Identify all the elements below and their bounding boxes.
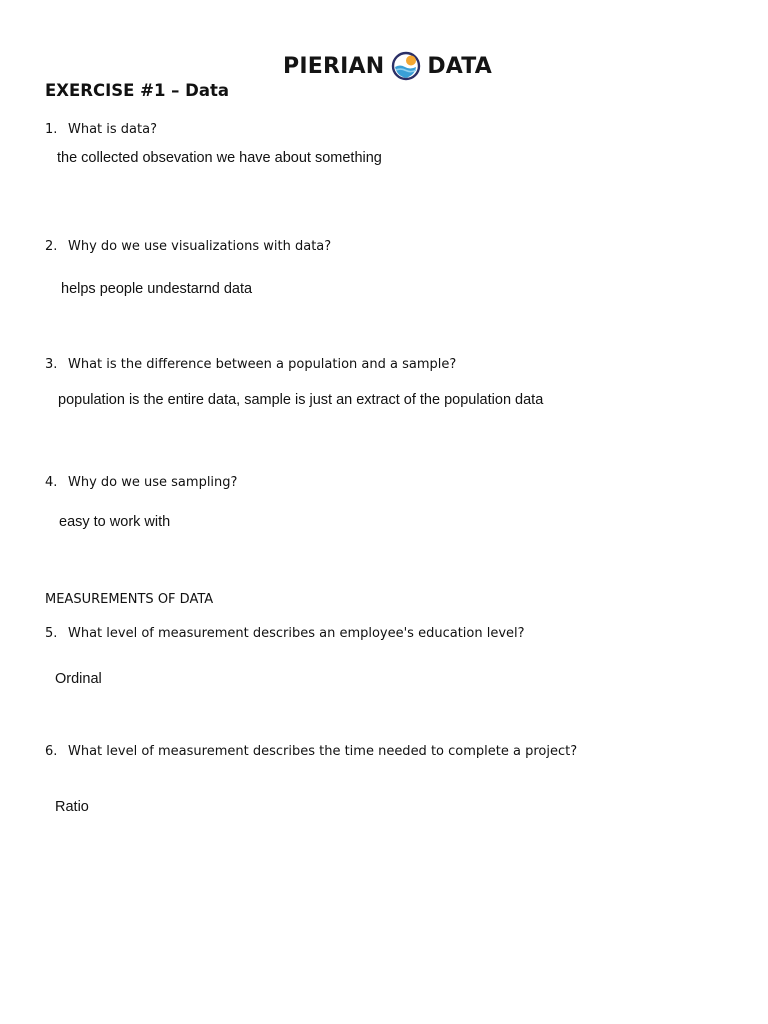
question-number: 1. xyxy=(45,122,58,137)
answer-2: helps people undestarnd data xyxy=(61,281,253,297)
question-text: Why do we use visualizations with data? xyxy=(68,239,332,254)
logo-word-pierian: PIERIAN xyxy=(283,53,385,79)
question-number: 4. xyxy=(45,475,58,490)
question-number: 6. xyxy=(45,744,58,759)
question-text: What level of measurement describes an employee's education level? xyxy=(68,626,525,641)
question-4 xyxy=(45,475,237,490)
exercise-title: EXERCISE #1 – Data xyxy=(45,81,230,100)
question-1 xyxy=(45,122,157,137)
question-text: What is the difference between a population and a sample? xyxy=(68,357,457,372)
logo-globe-icon xyxy=(391,51,421,81)
answer-4: easy to work with xyxy=(59,514,171,530)
question-text: What level of measurement describes the time needed to complete a project? xyxy=(68,744,578,759)
question-5 xyxy=(45,626,525,641)
question-text: What is data? xyxy=(68,122,157,137)
answer-3: population is the entire data, sample is just an extract of the population data xyxy=(58,392,544,408)
answer-6: Ratio xyxy=(55,799,89,815)
section-heading: MEASUREMENTS OF DATA xyxy=(45,592,214,607)
question-number: 5. xyxy=(45,626,58,641)
question-6 xyxy=(45,744,577,759)
pierian-data-logo xyxy=(283,50,492,82)
question-number: 2. xyxy=(45,239,58,254)
question-2 xyxy=(45,239,331,254)
question-text: Why do we use sampling? xyxy=(68,475,238,490)
question-3 xyxy=(45,357,456,372)
logo-word-data: DATA xyxy=(427,53,493,79)
answer-1: the collected obsevation we have about something xyxy=(57,150,382,166)
question-number: 3. xyxy=(45,357,58,372)
answer-5: Ordinal xyxy=(55,671,102,687)
